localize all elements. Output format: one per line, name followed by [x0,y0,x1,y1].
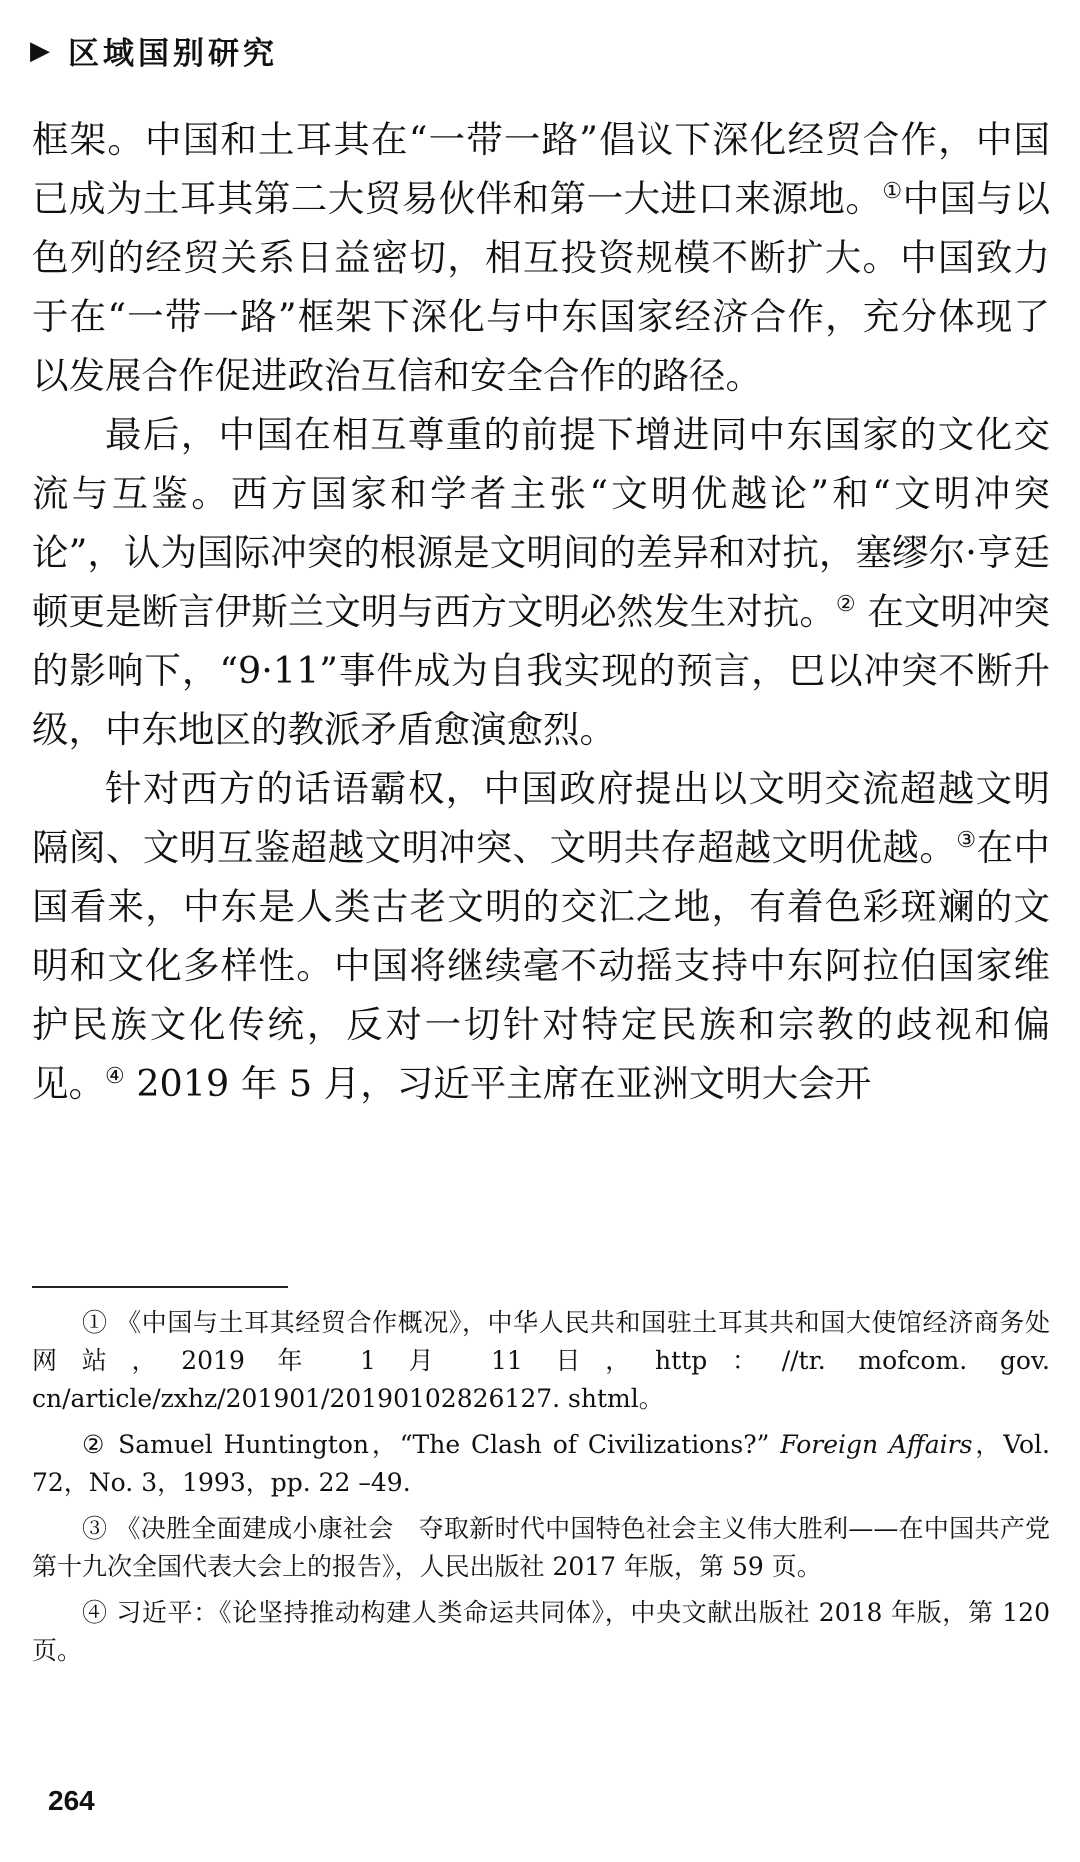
footnote-3: ③ 《决胜全面建成小康社会 夺取新时代中国特色社会主义伟大胜利——在中国共产党第十九次全国代表大会上的报告》，人民出版社 2017 年版，第 59 页。 [32,1514,1050,1581]
paragraph-1-text-b: 中国与以色列的经贸关系日益密切，相互投资规模不断扩大。中国致力于在“一带一路”框架下深化与中东国家经济合作，充分体现了以发展合作促进政治互信和安全合作的路径。 [32,177,1050,397]
paragraph-3-text-c: 2019 年 5 月，习近平主席在亚洲文明大会开 [124,1062,872,1105]
footnote-4: ④ 习近平：《论坚持推动构建人类命运共同体》，中央文献出版社 2018 年版，第 120 页。 [32,1598,1050,1665]
body-text [32,110,1050,1113]
footnote-ref-2[interactable]: ② [835,591,856,617]
paragraph-2 [32,405,1050,759]
footnote-2-text-b: ，Vol. 72，No. 3，1993，pp. 22 –49. [32,1430,1050,1497]
footnote-ref-3[interactable]: ③ [956,827,977,853]
paragraph-1-text-a: 框架。中国和土耳其在“一带一路”倡议下深化经贸合作，中国已成为土耳其第二大贸易伙伴和第一大进口来源地。 [32,118,1050,220]
footnote-2-text-a: ② Samuel Huntington，“The Clash of Civilizations?” [82,1430,781,1459]
paragraph-3 [32,759,1050,1113]
paragraph-3-text-b: 在中国看来，中东是人类古老文明的交汇之地，有着色彩斑斓的文明和文化多样性。中国将继续毫不动摇支持中东阿拉伯国家维护民族文化传统，反对一切针对特定民族和宗教的歧视和偏见。 [32,826,1051,1105]
header-title: 区域国别研究 [68,36,278,72]
footnote-ref-4[interactable]: ④ [105,1063,125,1089]
footnote-1: ① 《中国与土耳其经贸合作概况》，中华人民共和国驻土耳其共和国大使馆经济商务处网站，2019 年 1 月 11 日，http：//tr. mofcom. gov. cn/article/zxhz/201901/20190102826127. shtml。 [32,1308,1050,1413]
paragraph-2-text-a: 最后，中国在相互尊重的前提下增进同中东国家的文化交流与互鉴。西方国家和学者主张“文明优越论”和“文明冲突论”，认为国际冲突的根源是文明间的差异和对抗，塞缪尔·亨廷顿更是断言伊斯兰文明与西方文明必然发生对抗。 [32,413,1050,633]
paragraph-2-text-b: 在文明冲突的影响下，“9·11”事件成为自我实现的预言，巴以冲突不断升级，中东地区的教派矛盾愈演愈烈。 [32,590,1050,751]
triangle-marker-icon: ▶ [30,35,54,66]
footnote-ref-1[interactable]: ① [882,178,903,204]
footnote-2 [32,1426,1050,1502]
footnote-divider [32,1286,288,1288]
page-number: 264 [48,1785,95,1816]
footnotes [32,1304,1050,1678]
paragraph-1 [32,110,1050,405]
footnote-2-journal: Foreign Affairs [780,1430,973,1459]
running-header [30,28,278,73]
paragraph-3-text-a: 针对西方的话语霸权，中国政府提出以文明交流超越文明隔阂、文明互鉴超越文明冲突、文明共存超越文明优越。 [32,767,1050,869]
